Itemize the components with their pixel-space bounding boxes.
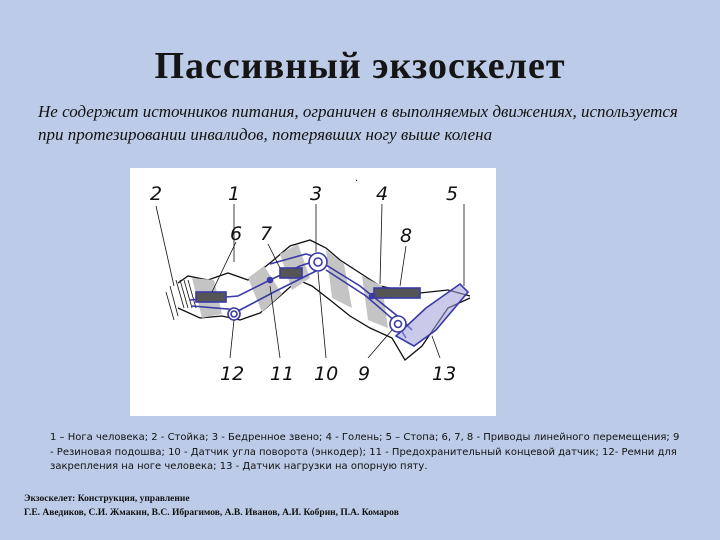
label-1: 1 <box>228 183 241 205</box>
label-2: 2 <box>150 183 163 205</box>
source-title: Экзоскелет: Конструкция, управление <box>24 494 190 504</box>
exoskeleton-diagram <box>130 168 496 416</box>
source-reference <box>24 492 704 520</box>
slide-subtitle: Не содержит источников питания, ограничен в выполняемых движениях, используется при протезировании инвалидов, потерявших ногу выше колена <box>38 102 678 144</box>
label-3: 3 <box>310 183 323 205</box>
slide-title: Пассивный экзоскелет <box>154 45 566 87</box>
label-10: 10 <box>314 363 339 385</box>
label-6: 6 <box>230 223 243 245</box>
label-13: 13 <box>432 363 457 385</box>
label-5: 5 <box>446 183 459 205</box>
label-9: 9 <box>358 363 371 385</box>
dot-mark: · <box>355 176 359 187</box>
label-8: 8 <box>400 225 413 247</box>
label-4: 4 <box>376 183 389 205</box>
label-7: 7 <box>260 223 273 245</box>
source-authors: Г.Е. Аведиков, С.И. Жмакин, В.С. Ибрагимов, А.В. Иванов, А.И. Кобрин, П.А. Комаров <box>24 508 399 518</box>
label-12: 12 <box>220 363 245 385</box>
figure-caption: 1 – Нога человека; 2 - Стойка; 3 - Бедренное звено; 4 - Голень; 5 – Стопа; 6, 7, 8 - Приводы линейного перемещения; 9 - Резиновая подошва; 10 - Датчик угла поворота (энкодер); 11 - Предохранительный концевой датчик; 12- Ремни для закрепления на ноге человека; 13 - Датчик нагрузки на опорную пяту. <box>50 432 680 472</box>
label-11: 11 <box>270 363 295 385</box>
